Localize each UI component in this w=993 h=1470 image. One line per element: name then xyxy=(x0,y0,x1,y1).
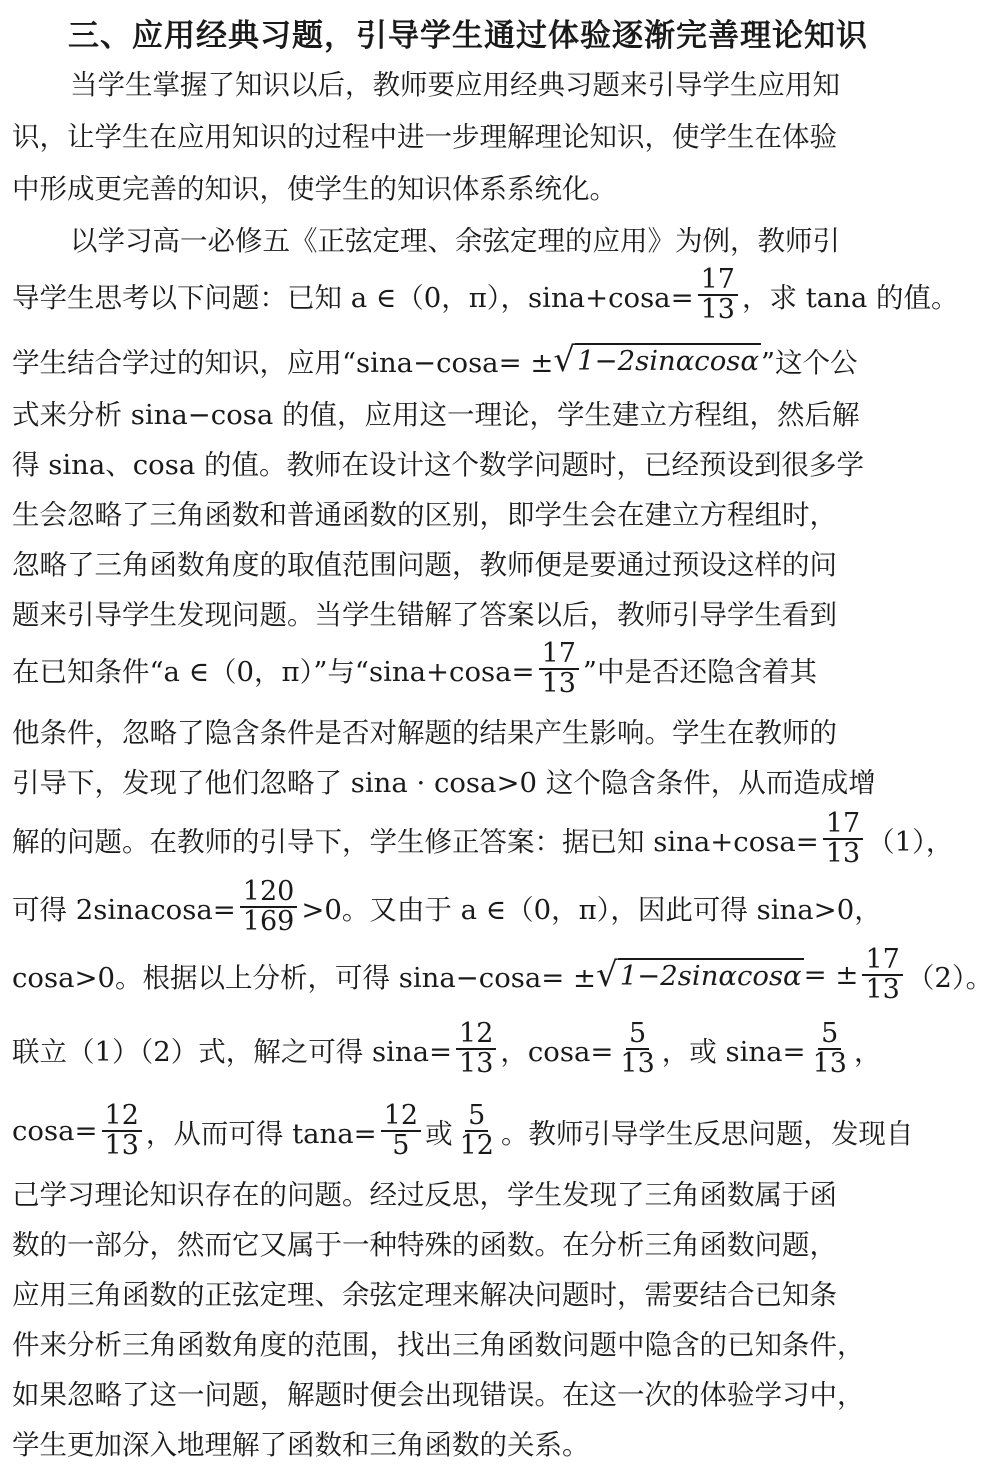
section-heading: 三、应用经典习题，引导学生通过体验逐渐完善理论知识 xyxy=(68,18,868,54)
text-segment: >0。又由于 a ∈（0，π），因此可得 sina>0， xyxy=(301,894,882,927)
text-line-with-fraction xyxy=(12,640,817,699)
fraction-12-13 xyxy=(102,1102,142,1161)
text-line-content: 式来分析 sina−cosa 的值，应用这一理论，学生建立方程组，然后解 xyxy=(12,399,860,431)
text-line xyxy=(70,62,926,102)
fraction-17-13 xyxy=(862,946,902,1005)
text-line-content: 生会忽略了三角函数和普通函数的区别，即学生会在建立方程组时， xyxy=(12,499,837,531)
text-segment: 联立（1）（2）式，解之可得 sina= xyxy=(12,1036,453,1069)
text-segment: ，或 sina= xyxy=(661,1036,806,1069)
text-segment: 解的问题。在教师的引导下，学生修正答案：据已知 sina+cosa= xyxy=(12,826,819,859)
text-line xyxy=(12,1272,926,1312)
text-line-with-fraction xyxy=(12,1102,913,1161)
text-segment: cosa>0。根据以上分析，可得 sina−cosa= ± xyxy=(12,962,597,995)
fraction-17-13 xyxy=(698,266,738,325)
radicand: 1−2sinαcosα xyxy=(577,345,759,377)
text-line xyxy=(12,1222,926,1262)
numerator: 5 xyxy=(818,1020,841,1050)
text-line-with-sqrt xyxy=(12,946,993,1005)
denominator: 13 xyxy=(812,1048,847,1080)
sqrt-expression xyxy=(596,955,804,996)
text-line-content: 题来引导学生发现问题。当学生错解了答案以后，教师引导学生看到 xyxy=(12,599,837,631)
denominator: 13 xyxy=(459,1048,494,1080)
numerator: 5 xyxy=(626,1020,649,1050)
numerator: 12 xyxy=(456,1020,496,1050)
text-line-content: 忽略了三角函数角度的取值范围问题，教师便是要通过预设这样的问 xyxy=(12,549,837,581)
radical-sign: √ xyxy=(553,340,576,380)
text-line-content: 己学习理论知识存在的问题。经过反思，学生发现了三角函数属于函 xyxy=(12,1179,837,1211)
text-line xyxy=(70,218,926,258)
numerator: 5 xyxy=(465,1102,488,1132)
text-line-content: 得 sina、cosa 的值。教师在设计这个数学问题时，已经预设到很多学 xyxy=(12,449,864,481)
text-segment: ，求 tana 的值。 xyxy=(741,282,959,315)
text-line-content: 引导下，发现了他们忽略了 sina · cosa>0 这个隐含条件，从而造成增 xyxy=(12,767,876,799)
text-line-with-fraction xyxy=(12,1020,881,1079)
numerator: 17 xyxy=(698,266,738,296)
text-line xyxy=(12,114,926,154)
text-segment: ，从而可得 tana= xyxy=(145,1118,377,1151)
denominator: 13 xyxy=(620,1048,655,1080)
text-line-content: 他条件，忽略了隐含条件是否对解题的结果产生影响。学生在教师的 xyxy=(12,717,837,749)
text-line-content: 学生更加深入地理解了函数和三角函数的关系。 xyxy=(12,1429,590,1461)
text-line xyxy=(12,1372,926,1412)
radical-sign: √ xyxy=(596,955,618,996)
numerator: 120 xyxy=(240,878,298,908)
denominator: 13 xyxy=(865,974,900,1006)
text-segment: cosa= xyxy=(12,1115,98,1148)
text-segment: 在已知条件“a ∈（0，π）”与“sina+cosa= xyxy=(12,656,535,689)
text-segment: ”这个公 xyxy=(760,347,858,379)
text-segment: 或 xyxy=(425,1118,453,1151)
text-line xyxy=(12,442,926,482)
sqrt-expression xyxy=(553,340,761,380)
text-line xyxy=(12,1322,926,1362)
text-line xyxy=(12,392,926,432)
text-line xyxy=(12,492,926,532)
text-line xyxy=(12,542,926,582)
denominator: 13 xyxy=(541,668,576,700)
denominator: 13 xyxy=(104,1130,139,1162)
fraction-5-13 xyxy=(810,1020,850,1079)
denominator: 12 xyxy=(459,1130,494,1162)
text-line-content: 如果忽略了这一问题，解题时便会出现错误。在这一次的体验学习中， xyxy=(12,1379,865,1411)
text-line-content: 件来分析三角函数角度的范围，找出三角函数问题中隐含的已知条件， xyxy=(12,1329,865,1361)
numerator: 17 xyxy=(823,810,863,840)
numerator: 17 xyxy=(862,946,902,976)
text-segment: ，cosa= xyxy=(500,1036,614,1069)
text-line-content: 中形成更完善的知识，使学生的知识体系系统化。 xyxy=(12,173,617,205)
text-segment: = ± xyxy=(803,959,859,992)
text-segment: 导学生思考以下问题：已知 a ∈（0，π），sina+cosa= xyxy=(12,282,694,315)
text-segment: ， xyxy=(853,1036,882,1069)
text-line-with-fraction xyxy=(12,810,953,869)
denominator: 5 xyxy=(392,1130,410,1162)
denominator: 13 xyxy=(825,838,861,870)
fraction-5-12 xyxy=(457,1102,497,1161)
text-line-content: 当学生掌握了知识以后，教师要应用经典习题来引导学生应用知 xyxy=(70,69,840,101)
fraction-12-13 xyxy=(456,1020,496,1079)
fraction-17-13 xyxy=(823,810,863,869)
text-line xyxy=(12,1172,926,1212)
denominator: 169 xyxy=(242,906,295,938)
numerator: 12 xyxy=(381,1102,421,1132)
numerator: 17 xyxy=(539,640,579,670)
text-line xyxy=(12,166,617,206)
text-line-content: 应用三角函数的正弦定理、余弦定理来解决问题时，需要结合已知条 xyxy=(12,1279,837,1311)
text-segment: ”中是否还隐含着其 xyxy=(582,656,817,689)
radicand: 1−2sinαcosα xyxy=(619,960,802,993)
text-line xyxy=(12,760,926,800)
fraction-12-5 xyxy=(381,1102,421,1161)
text-line-content: 以学习高一必修五《正弦定理、余弦定理的应用》为例，教师引 xyxy=(70,225,840,257)
text-segment: （2）。 xyxy=(906,962,993,995)
text-segment: 学生结合学过的知识，应用“sina−cosa= ± xyxy=(12,347,554,379)
fraction-17-13 xyxy=(539,640,579,699)
text-line xyxy=(12,592,926,632)
text-line-content: 数的一部分，然而它又属于一种特殊的函数。在分析三角函数问题， xyxy=(12,1229,837,1261)
fraction-5-13 xyxy=(617,1020,657,1079)
text-line-with-fraction xyxy=(12,878,882,937)
text-segment: 可得 2sinacosa= xyxy=(12,894,236,927)
text-line-content: 识，让学生在应用知识的过程中进一步理解理论知识，使学生在体验 xyxy=(12,121,837,153)
text-line xyxy=(12,1422,590,1462)
fraction-120-169 xyxy=(240,878,298,937)
text-line-with-sqrt xyxy=(12,340,858,380)
text-line-with-fraction xyxy=(12,266,959,325)
text-line xyxy=(12,710,926,750)
text-segment: （1）， xyxy=(867,826,954,859)
numerator: 12 xyxy=(102,1102,142,1132)
text-segment: 。教师引导学生反思问题，发现自 xyxy=(500,1118,914,1151)
denominator: 13 xyxy=(700,294,735,326)
